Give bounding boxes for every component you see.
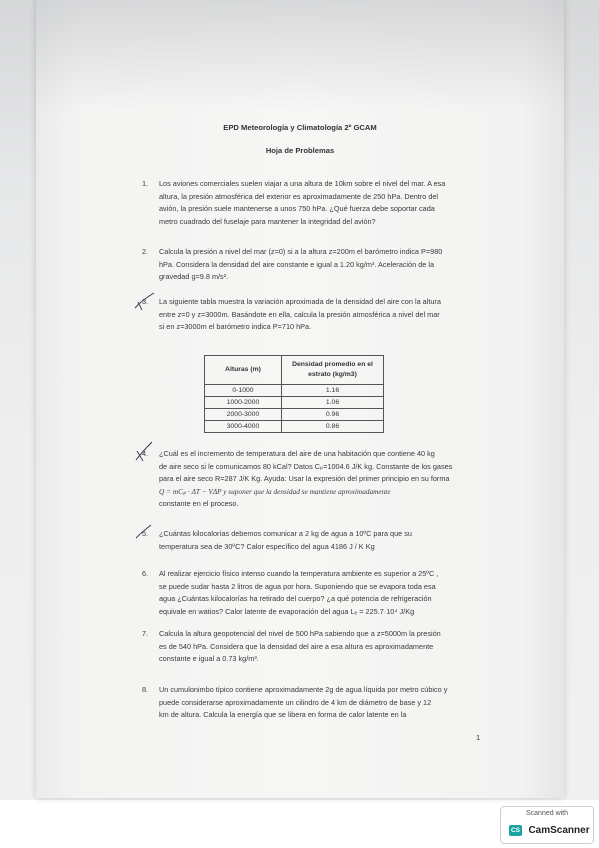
problem-8-text	[159, 684, 447, 722]
problem-4-line: de aire seco si le comunicamos 80 kCal? Datos Cₚ=1004.6 J/K kg. Constante de los gases	[159, 461, 453, 471]
camscanner-badge	[500, 806, 594, 844]
document-title: EPD Meteorología y Climatología 2º GCAM	[223, 123, 377, 132]
table-header-cell: Alturas (m)	[205, 356, 282, 385]
scanned-with-caption: Scanned with	[525, 810, 569, 817]
table-row	[205, 409, 384, 421]
problem-5-number: 5.	[142, 529, 149, 538]
camscanner-logo-icon: CS	[510, 827, 521, 835]
table-cell: 1.16	[282, 385, 384, 397]
problem-7-line: constante e igual a 0.73 kg/m³.	[159, 654, 259, 664]
problem-4-formula-line: Q = mCₚ · ΔT − VΔP y suponer que la densidad se mantiene aproximadamente	[159, 486, 391, 496]
problem-6-number: 6.	[142, 569, 149, 578]
camscanner-brand-name: CamScanner	[528, 825, 590, 837]
problem-3-line: si en z=3000m el barómetro indica P=710 hPa.	[159, 322, 312, 332]
problem-4-line: ¿Cuál es el incremento de temperatura del aire de una habitación que contiene 40 kg	[159, 449, 435, 458]
problem-7-number: 7.	[142, 629, 149, 638]
problem-8-line: puede considerarse aproximadamente un cilindro de 4 km de diámetro de base y 12	[159, 697, 432, 707]
document-page	[36, 0, 564, 798]
problem-2-number: 2.	[142, 247, 149, 256]
table-header-cell: Densidad promedio en el estrato (kg/m3)	[282, 356, 384, 385]
problem-6-text	[159, 568, 438, 618]
problem-4-number: 4.	[142, 449, 149, 458]
problem-1-number: 1.	[142, 179, 149, 188]
pen-check-mark-icon	[132, 440, 158, 466]
density-table	[204, 355, 384, 433]
table-row	[205, 385, 384, 397]
document-subtitle: Hoja de Problemas	[265, 146, 335, 155]
problem-1-text	[159, 178, 445, 228]
problem-6-line: agua ¿Cuántas kilocalorías ha retirado del cuerpo? ¿a qué potencia de refrigeración	[159, 594, 432, 604]
problem-3-line: La siguiente tabla muestra la variación aproximada de la densidad del aire con la altura	[159, 297, 441, 306]
problem-7-text	[159, 628, 441, 666]
pen-check-mark-icon	[132, 290, 158, 316]
pen-check-mark-icon	[133, 522, 155, 544]
problem-3-line: entre z=0 y z=3000m. Basándote en ella, calcula la presión atmosférica a nivel del mar	[159, 309, 440, 319]
problem-7-line: es de 540 hPa. Considera que la densidad del aire a esa altura es aproximadamente	[159, 641, 434, 651]
table-cell: 0-1000	[205, 385, 282, 397]
table-cell: 1000-2000	[205, 397, 282, 409]
problem-3-number: 3.	[142, 297, 149, 306]
table-row	[205, 397, 384, 409]
problem-6-line: equivale en watios? Calor latente de evaporación del agua Lₑ = 225.7·10⁴ J/Kg	[159, 606, 415, 616]
problem-1-line: Los aviones comerciales suelen viajar a una altura de 10km sobre el nivel del mar. A esa	[159, 179, 446, 188]
problem-1-line: avión, la presión suele mantenerse a unos 750 hPa. ¿Qué fuerza debe soportar cada	[159, 204, 435, 214]
table-cell: 0.96	[282, 409, 384, 421]
table-cell: 2000-3000	[205, 409, 282, 421]
problem-1-line: altura, la presión atmosférica del exterior es aproximadamente de 250 hPa. Dentro del	[159, 191, 439, 201]
problem-8-line: Un cumulonimbo típico contiene aproximadamente 2g de agua líquida por metro cúbico y	[159, 685, 448, 694]
problem-8-number: 8.	[142, 685, 149, 694]
problem-5-text	[159, 528, 412, 553]
problem-4-line: constante en el proceso.	[159, 499, 239, 509]
problem-7-line: Calcula la altura geopotencial del nivel de 500 hPa sabiendo que a z=5000m la presión	[159, 629, 441, 638]
table-cell: 3000-4000	[205, 421, 282, 433]
problem-2-text	[159, 246, 442, 284]
table-cell: 1.06	[282, 397, 384, 409]
problem-3-text	[159, 296, 441, 334]
problem-1-line: metro cuadrado del fuselaje para mantener la integridad del avión?	[159, 216, 376, 226]
table-row	[205, 421, 384, 433]
problem-8-line: km de altura. Calcula la energía que se libera en forma de calor latente en la	[159, 710, 407, 720]
problem-4-text	[159, 448, 452, 511]
table-header-row	[205, 356, 384, 385]
problem-2-line: hPa. Considera la densidad del aire constante e igual a 1.20 kg/m³. Aceleración de la	[159, 259, 435, 269]
table-cell: 0.86	[282, 421, 384, 433]
problem-6-line: se puede sudar hasta 2 litros de agua por hora. Suponiendo que se evapora toda esa	[159, 581, 436, 591]
problem-2-line: gravedad g=9.8 m/s².	[159, 272, 229, 282]
problem-2-line: Calcula la presión a nivel del mar (z=0) si a la altura z=200m el barómetro indica P=980	[159, 247, 443, 256]
page-shadow	[36, 0, 564, 110]
problem-5-line: ¿Cuántas kilocalorías debemos comunicar a 2 kg de agua a 10ºC para que su	[159, 529, 412, 538]
problem-6-line: Al realizar ejercicio físico intenso cuando la temperatura ambiente es superior a 25ºC ,	[159, 569, 439, 578]
problem-4-line: para el aire seco R=287 J/K Kg. Ayuda: Usar la expresión del primer principio en su forma	[159, 474, 450, 484]
page-number: 1	[476, 733, 481, 742]
camscanner-brand	[509, 822, 590, 836]
problem-5-line: temperatura sea de 30ºC? Calor específico del agua 4186 J / K Kg	[159, 541, 375, 551]
